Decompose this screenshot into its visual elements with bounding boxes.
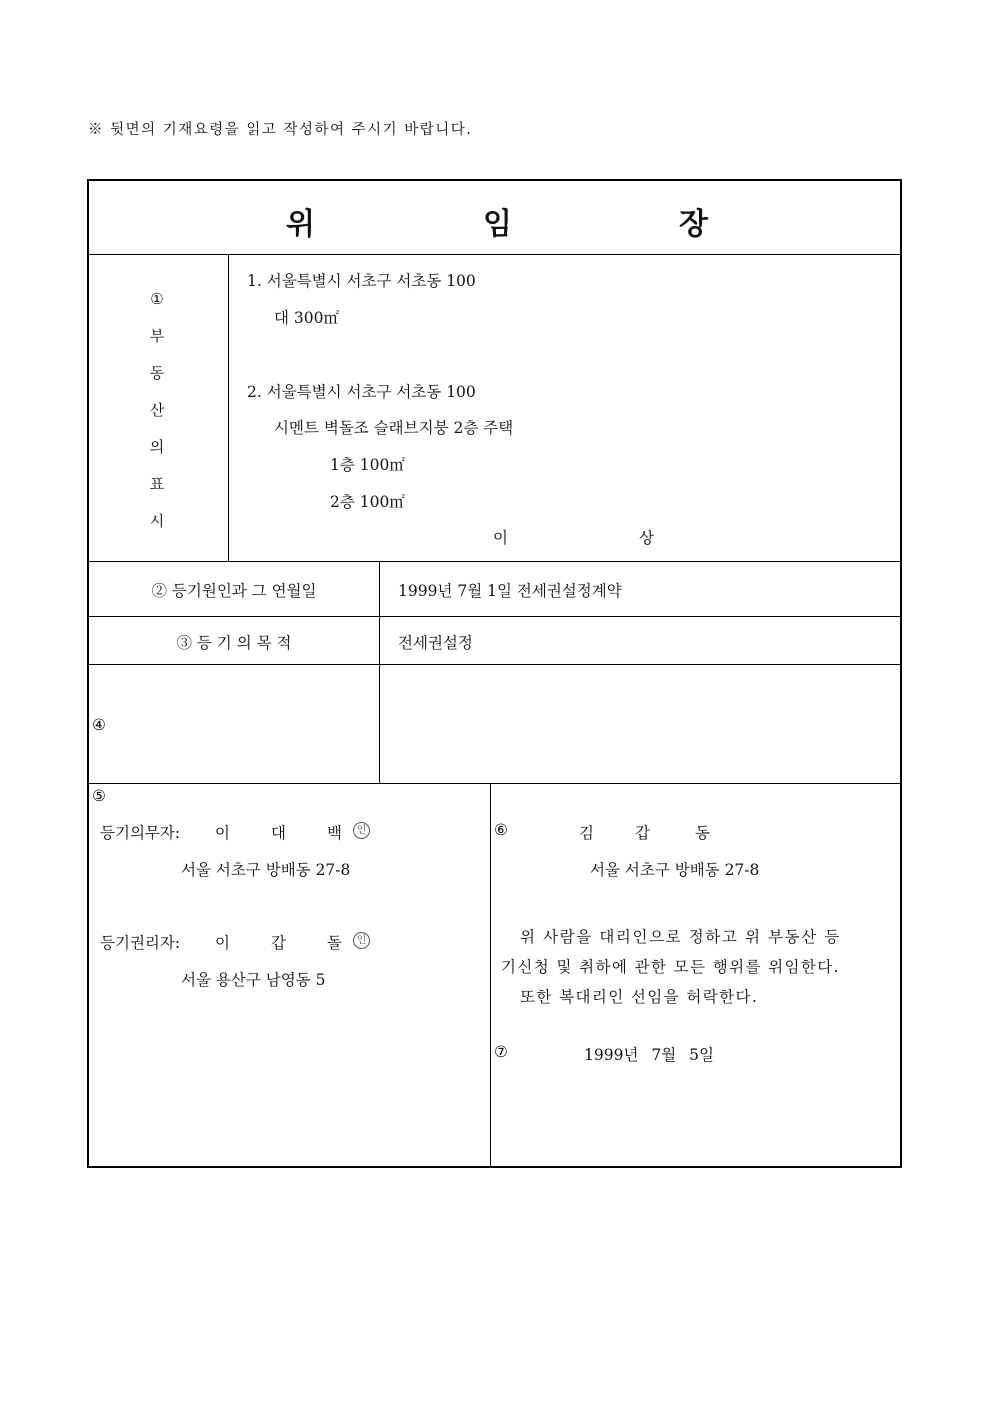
obligor-name-char: 백 xyxy=(327,824,342,842)
divider-parties xyxy=(490,783,491,1166)
obligor-address: 서울 서초구 방배동 27-8 xyxy=(181,861,351,879)
cause-label: ② 등기원인과 그 연월일 xyxy=(151,582,317,600)
property-label xyxy=(137,281,177,540)
property-item2-address: 2. 서울특별시 서초구 서초동 100 xyxy=(247,383,476,401)
title-char-1: 위 xyxy=(286,207,315,242)
holder-address: 서울 용산구 남영동 5 xyxy=(181,971,326,989)
title-char-3: 장 xyxy=(679,207,708,242)
delegation-date: 1999년 7월 5일 xyxy=(584,1046,714,1064)
holder-name-char: 갑 xyxy=(271,934,286,952)
obligor-label: 등기의무자: xyxy=(100,824,181,842)
power-of-attorney-form xyxy=(87,179,902,1168)
holder-label: 등기권리자: xyxy=(100,934,181,952)
seal-mark: 인 xyxy=(353,932,370,949)
date-num: ⑦ xyxy=(494,1043,508,1061)
delegation-text-line1: 위 사람을 대리인으로 정하고 위 부동산 등 xyxy=(520,928,841,946)
property-label-char: 부 xyxy=(149,327,165,345)
divider-property-label xyxy=(228,254,229,561)
property-label-char: 시 xyxy=(149,512,165,530)
property-label-char: 산 xyxy=(149,401,165,419)
property-item1-address: 1. 서울특별시 서초구 서초동 100 xyxy=(247,272,476,290)
divider-label-column xyxy=(379,561,380,783)
title-char-2: 임 xyxy=(483,207,512,242)
agent-name-char: 동 xyxy=(695,824,710,842)
holder-seal-icon xyxy=(347,931,370,950)
obligor-name-char: 대 xyxy=(271,824,286,842)
purpose-label: ③ 등 기 의 목 적 xyxy=(176,634,292,652)
divider-row4 xyxy=(89,783,900,784)
holder-name-char: 돌 xyxy=(327,934,342,952)
delegation-text-line2: 기신청 및 취하에 관한 모든 행위를 위임한다. xyxy=(501,958,841,976)
seal-mark: 인 xyxy=(353,822,370,839)
divider-purpose xyxy=(89,664,900,665)
agent-name-char: 김 xyxy=(579,824,594,842)
property-end-char-1: 이 xyxy=(493,529,508,547)
property-end-char-2: 상 xyxy=(639,529,654,547)
property-item1-detail: 대 300㎡ xyxy=(274,309,339,327)
agent-num: ⑥ xyxy=(494,821,508,839)
delegation-text-line3: 또한 복대리인 선임을 허락한다. xyxy=(520,988,759,1006)
agent-name-char: 갑 xyxy=(635,824,650,842)
parties-num: ⑤ xyxy=(92,787,106,805)
obligor-name-char: 이 xyxy=(215,824,230,842)
property-item2-floor2: 2층 100㎡ xyxy=(330,493,405,511)
holder-name-char: 이 xyxy=(215,934,230,952)
property-label-num: ① xyxy=(150,290,164,308)
property-label-char: 표 xyxy=(149,475,165,493)
property-item2-structure: 시멘트 벽돌조 슬래브지붕 2층 주택 xyxy=(274,419,514,437)
obligor-seal-icon xyxy=(347,821,370,840)
property-item2-floor1: 1층 100㎡ xyxy=(330,456,405,474)
divider-cause xyxy=(89,616,900,617)
property-label-char: 동 xyxy=(149,364,165,382)
divider-title xyxy=(89,254,900,255)
form-title xyxy=(89,199,900,242)
divider-property xyxy=(89,561,900,562)
cause-value: 1999년 7월 1일 전세권설정계약 xyxy=(398,582,622,600)
agent-address: 서울 서초구 방배동 27-8 xyxy=(590,861,760,879)
instruction-note: ※ 뒷면의 기재요령을 읽고 작성하여 주시기 바랍니다. xyxy=(88,122,473,138)
row4-label: ④ xyxy=(92,716,106,734)
property-label-char: 의 xyxy=(149,438,165,456)
purpose-value: 전세권설정 xyxy=(398,634,473,652)
